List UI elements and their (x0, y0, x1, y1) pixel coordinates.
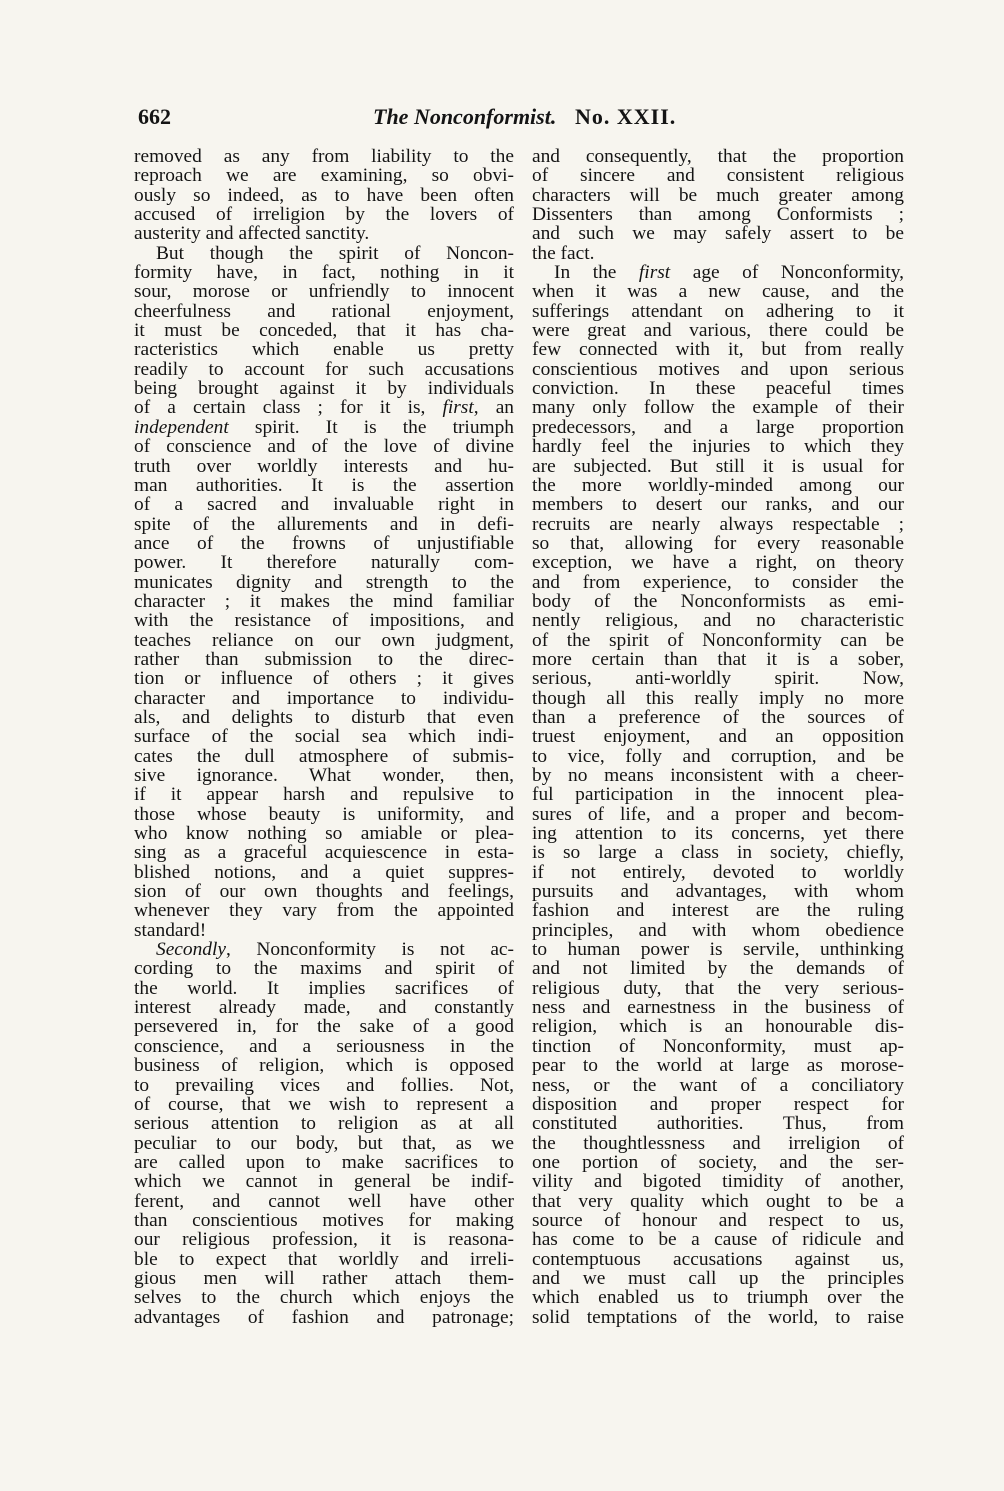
text-line: racteristics which enable us pretty (134, 340, 514, 360)
text-line: the world. It implies sacrifices of (134, 978, 514, 999)
text-line: and consequently, that the proportion (532, 147, 904, 167)
text-line: and such we may safely assert to be (532, 224, 904, 244)
text-line: of the spirit of Nonconformity can be (532, 630, 904, 650)
text-line: the thoughtlessness and irreligion of (532, 1133, 904, 1153)
text-line: cheerfulness and rational enjoyment, (134, 301, 514, 322)
text-line: so that, allowing for every reasonable (532, 533, 904, 554)
text-line: rather than submission to the direc- (134, 649, 514, 670)
text-line: few connected with it, but from really (532, 340, 904, 360)
right-text-column (532, 147, 904, 1327)
text-line: it must be conceded, that it has cha- (134, 321, 514, 341)
text-line: to prevailing vices and follies. Not, (134, 1075, 514, 1095)
text-line: our religious profession, it is reasona- (134, 1230, 514, 1250)
text-line: character ; it makes the mind familiar (134, 591, 514, 612)
text-line: religion, which is an honourable dis- (532, 1017, 904, 1037)
text-line: predecessors, and a large proportion (532, 417, 904, 438)
text-line: ance of the frowns of unjustifiable (134, 533, 514, 554)
text-line: to vice, folly and corruption, and be (532, 746, 904, 766)
page-number: 662 (138, 104, 171, 129)
text-line: characters will be much greater among (532, 185, 904, 206)
text-line: conscientious motives and upon serious (532, 359, 904, 380)
text-line: exception, we have a right, on theory (532, 553, 904, 573)
text-line: cording to the maxims and spirit of (134, 959, 514, 979)
text-line: character and importance to individu- (134, 688, 514, 708)
text-line: many only follow the example of their (532, 398, 904, 418)
text-line: solid temptations of the world, to raise (532, 1307, 904, 1327)
text-line: by no means inconsistent with a cheer- (532, 766, 904, 786)
text-line: austerity and affected sanctity. (134, 223, 370, 245)
text-line: who know nothing so amiable or plea- (134, 824, 514, 844)
text-line: religious duty, that the very serious- (532, 978, 904, 999)
text-line: those whose beauty is uniformity, and (134, 804, 514, 825)
text-line: readily to account for such accusations (134, 359, 514, 380)
text-line: Dissenters than among Conformists ; (532, 205, 904, 225)
text-line: the fact. (532, 242, 595, 264)
text-line: which enabled us to triumph over the (532, 1288, 904, 1308)
text-line: than conscientious motives for making (134, 1210, 514, 1231)
text-line: tinction of Nonconformity, must ap- (532, 1036, 904, 1057)
text-line: conviction. In these peaceful times (532, 379, 904, 399)
text-line: fashion and interest are the ruling (532, 901, 904, 921)
text-line: municates dignity and strength to the (134, 572, 514, 592)
text-line: with the resistance of impositions, and (134, 611, 514, 631)
text-line: and not limited by the demands of (532, 959, 904, 979)
text-line: business of religion, which is opposed (134, 1056, 514, 1076)
text-line: being brought against it by individuals (134, 379, 514, 399)
text-line: gious men will rather attach them- (134, 1268, 514, 1289)
text-line: truest enjoyment, and an opposition (532, 727, 904, 747)
text-line: and we must call up the principles (532, 1268, 904, 1289)
text-line: ing attention to its concerns, yet there (532, 824, 904, 844)
issue-number: No. XXII. (575, 104, 677, 129)
text-line: body of the Nonconformists as emi- (532, 591, 904, 612)
running-header (138, 102, 908, 132)
text-line: when it was a new cause, and the (532, 282, 904, 302)
text-line: principles, and with whom obedience (532, 920, 904, 941)
text-line: which we cannot in general be indif- (134, 1172, 514, 1192)
left-text-column (134, 147, 514, 1327)
text-line: accused of irreligion by the lovers of (134, 205, 514, 225)
text-line: is so large a class in society, chiefly, (532, 843, 904, 863)
text-line: sufferings attendant on adhering to it (532, 301, 904, 322)
text-line: removed as any from liability to the (134, 147, 514, 167)
text-line: serious, anti-worldly spirit. Now, (532, 669, 904, 689)
text-line: interest already made, and constantly (134, 998, 514, 1018)
text-line: to human power is servile, unthinking (532, 940, 904, 960)
text-line: has come to be a cause of ridicule and (532, 1230, 904, 1250)
text-line: ful participation in the innocent plea- (532, 785, 904, 805)
text-line: tion or influence of others ; it gives (134, 669, 514, 689)
text-line: cates the dull atmosphere of submis- (134, 746, 514, 766)
text-line: formity have, in fact, nothing in it (134, 263, 514, 283)
text-line: truth over worldly interests and hu- (134, 456, 514, 476)
text-line: of a certain class ; for it is, first, an (134, 398, 514, 418)
text-line: Secondly, Nonconformity is not ac- (156, 940, 514, 960)
text-line: peculiar to our body, but that, as we (134, 1133, 514, 1153)
text-line: if it appear harsh and repulsive to (134, 785, 514, 805)
text-line: surface of the social sea which indi- (134, 727, 514, 747)
journal-title: The Nonconformist. (373, 104, 557, 129)
text-line: standard! (134, 919, 207, 941)
text-line: reproach we are examining, so obvi- (134, 166, 514, 186)
text-line: sour, morose or unfriendly to innocent (134, 282, 514, 302)
text-line: disposition and proper respect for (532, 1094, 904, 1115)
text-line: recruits are nearly always respectable ; (532, 514, 904, 534)
text-line: selves to the church which enjoys the (134, 1288, 514, 1308)
text-line: But though the spirit of Noncon- (156, 243, 514, 264)
text-line: blished notions, and a quiet suppres- (134, 862, 514, 883)
text-line: though all this really imply no more (532, 688, 904, 708)
text-line: man authorities. It is the assertion (134, 475, 514, 496)
text-line: pear to the world at large as morose- (532, 1056, 904, 1076)
text-line: spite of the allurements and in defi- (134, 514, 514, 534)
text-line: ble to expect that worldly and irreli- (134, 1249, 514, 1269)
text-line: ferent, and cannot well have other (134, 1191, 514, 1211)
text-line: and from experience, to consider the (532, 572, 904, 592)
text-line: members to desert our ranks, and our (532, 495, 904, 515)
text-line: the more worldly-minded among our (532, 475, 904, 496)
text-line: ously so indeed, as to have been often (134, 185, 514, 206)
text-line: hardly feel the injuries to which they (532, 437, 904, 457)
text-line: power. It therefore naturally com- (134, 553, 514, 573)
text-line: that very quality which ought to be a (532, 1191, 904, 1211)
text-line: teaches reliance on our own judgment, (134, 630, 514, 650)
text-line: vility and bigoted timidity of another, (532, 1172, 904, 1192)
text-line: sion of our own thoughts and feelings, (134, 882, 514, 902)
text-line: if not entirely, devoted to worldly (532, 862, 904, 883)
text-line: of conscience and of the love of divine (134, 437, 514, 457)
text-line: more certain than that it is a sober, (532, 649, 904, 670)
text-line: persevered in, for the sake of a good (134, 1017, 514, 1037)
text-line: constituted authorities. Thus, from (532, 1114, 904, 1134)
text-line: are called upon to make sacrifices to (134, 1152, 514, 1173)
text-line: of a sacred and invaluable right in (134, 495, 514, 515)
text-line: one portion of society, and the ser- (532, 1152, 904, 1173)
text-line: In the first age of Nonconformity, (554, 263, 904, 283)
text-line: were great and various, there could be (532, 321, 904, 341)
text-line: advantages of fashion and patronage; (134, 1307, 514, 1327)
text-line: serious attention to religion as at all (134, 1114, 514, 1134)
text-line: ness, or the want of a conciliatory (532, 1075, 904, 1095)
text-line: source of honour and respect to us, (532, 1210, 904, 1231)
text-line: independent spirit. It is the triumph (134, 417, 514, 438)
text-line: pursuits and advantages, with whom (532, 882, 904, 902)
text-line: sive ignorance. What wonder, then, (134, 766, 514, 786)
text-line: of sincere and consistent religious (532, 166, 904, 186)
text-line: contemptuous accusations against us, (532, 1249, 904, 1269)
text-line: than a preference of the sources of (532, 707, 904, 728)
text-line: of course, that we wish to represent a (134, 1094, 514, 1115)
text-line: are subjected. But still it is usual for (532, 456, 904, 476)
text-line: ness and earnestness in the business of (532, 998, 904, 1018)
text-line: sing as a graceful acquiescence in esta- (134, 843, 514, 863)
text-line: sures of life, and a proper and becom- (532, 804, 904, 825)
text-line: nently religious, and no characteristic (532, 611, 904, 631)
text-line: conscience, and a seriousness in the (134, 1036, 514, 1057)
text-line: whenever they vary from the appointed (134, 901, 514, 921)
text-line: als, and delights to disturb that even (134, 707, 514, 728)
